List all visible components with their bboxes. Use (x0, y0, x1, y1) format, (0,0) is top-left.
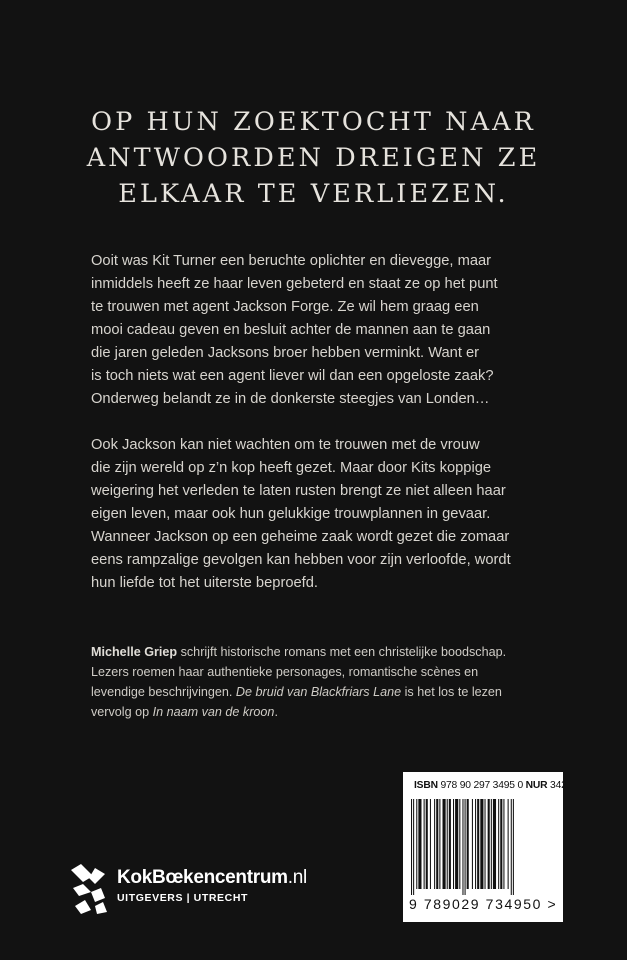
publisher-name-suffix: .nl (287, 867, 307, 888)
headline-line: OP HUN ZOEKTOCHT NAAR (91, 107, 536, 137)
publisher-name-bold: KokBœkencentrum (117, 867, 288, 888)
barcode-bar (430, 799, 431, 889)
headline (0, 104, 627, 212)
barcode-bar (503, 799, 504, 889)
barcode-bar (439, 799, 440, 889)
bio-text: levendige beschrijvingen. (91, 685, 236, 699)
barcode-bar (511, 799, 512, 895)
blurb-line: weigering het verleden te laten rusten brengt ze niet alleen haar (91, 483, 506, 499)
barcode-bar (488, 799, 490, 889)
barcode-bars (409, 799, 559, 899)
bio-line (91, 682, 571, 702)
bio-line (91, 642, 571, 662)
nur-label: NUR (525, 780, 548, 791)
blurb-line: hun liefde tot het uiterste beproefd. (91, 575, 318, 591)
blurb-line: eens rampzalige gevolgen kan hebben voor zijn verloofde, wordt (91, 552, 511, 568)
barcode-bar (500, 799, 502, 889)
barcode-bar (443, 799, 446, 889)
blurb-line: die jaren geleden Jacksons broer hebben verminkt. Want er (91, 345, 480, 361)
blurb-paragraph-1 (91, 250, 561, 411)
bio-text: is het los te lezen (401, 685, 502, 699)
blurb-line: is toch niets wat een agent liever wil dan een opgeloste zaak? (91, 368, 494, 384)
nur-number: 342 (550, 780, 567, 791)
author-bio (91, 642, 571, 722)
barcode-bar (513, 799, 514, 895)
publisher-logo (69, 860, 349, 920)
book-title: In naam van de kroon (152, 705, 275, 719)
blurb-line: die zijn wereld op z’n kop heeft gezet. Maar door Kits koppige (91, 460, 492, 476)
author-name: Michelle Griep (91, 645, 178, 659)
barcode-bar (462, 799, 463, 895)
blurb (91, 250, 561, 618)
barcode-bar (508, 799, 509, 889)
blurb-line: Onderweg belandt ze in de donkerste steegjes van Londen… (91, 391, 490, 407)
barcode-bar (480, 799, 483, 889)
blurb-line: eigen leven, maar ook hun gelukkige trouwplannen in gevaar. (91, 506, 491, 522)
blurb-line: mooi cadeau geven en besluit achter de mannen aan te gaan (91, 322, 491, 338)
barcode-bar (465, 799, 466, 895)
bio-text: vervolg op (91, 705, 153, 719)
bio-text: schrijft historische romans met een christelijke boodschap. (177, 645, 507, 659)
barcode-bar (447, 799, 448, 889)
isbn-number: 978 90 297 3495 0 (440, 780, 523, 791)
barcode-bar (477, 799, 479, 889)
isbn-label: ISBN (414, 780, 438, 791)
bio-line: Lezers roemen haar authentieke personages, romantische scènes en (91, 665, 479, 679)
barcode-bar (467, 799, 469, 889)
barcode-bar (455, 799, 458, 889)
bio-line (91, 702, 571, 722)
publisher-subtitle: UITGEVERS | UTRECHT (117, 892, 249, 904)
barcode-bar (453, 799, 454, 889)
barcode-bar (475, 799, 476, 889)
isbn-line (414, 780, 567, 791)
barcode-bar (449, 799, 451, 889)
barcode-bar (434, 799, 435, 889)
blurb-line: te trouwen met agent Jackson Forge. Ze wil hem graag een (91, 299, 479, 315)
barcode-box (403, 772, 567, 922)
barcode-bar (498, 799, 499, 889)
barcode-bar (436, 799, 438, 889)
headline-line: ANTWOORDEN DREIGEN ZE (86, 143, 541, 173)
book-title: De bruid van Blackfriars Lane (235, 685, 402, 699)
blurb-line: Ook Jackson kan niet wachten om te trouwen met de vrouw (91, 437, 480, 453)
barcode-bar (491, 799, 492, 889)
barcode-bar (416, 799, 417, 889)
barcode-bar (459, 799, 460, 889)
barcode-bar (426, 799, 428, 889)
bio-text: . (274, 705, 278, 719)
barcode-bar (418, 799, 421, 889)
barcode-bar (413, 799, 414, 895)
barcode-bar (493, 799, 496, 889)
barcode-bar (424, 799, 425, 889)
headline-line: ELKAAR TE VERLIEZEN. (118, 179, 509, 209)
barcode-bar (472, 799, 473, 889)
blurb-line: Ooit was Kit Turner een beruchte oplichter en dievegge, maar (91, 253, 492, 269)
publisher-name (117, 867, 307, 889)
kokboekencentrum-logo-icon (69, 862, 109, 914)
blurb-line: Wanneer Jackson op een geheime zaak wordt gezet die zomaar (91, 529, 510, 545)
blurb-line: inmiddels heeft ze haar leven gebeterd en staat ze op het punt (91, 276, 498, 292)
blurb-paragraph-2 (91, 434, 561, 595)
barcode-bar (411, 799, 412, 895)
barcode-digits: 9 789029 734950 > (409, 896, 558, 912)
barcode-bar (485, 799, 486, 889)
